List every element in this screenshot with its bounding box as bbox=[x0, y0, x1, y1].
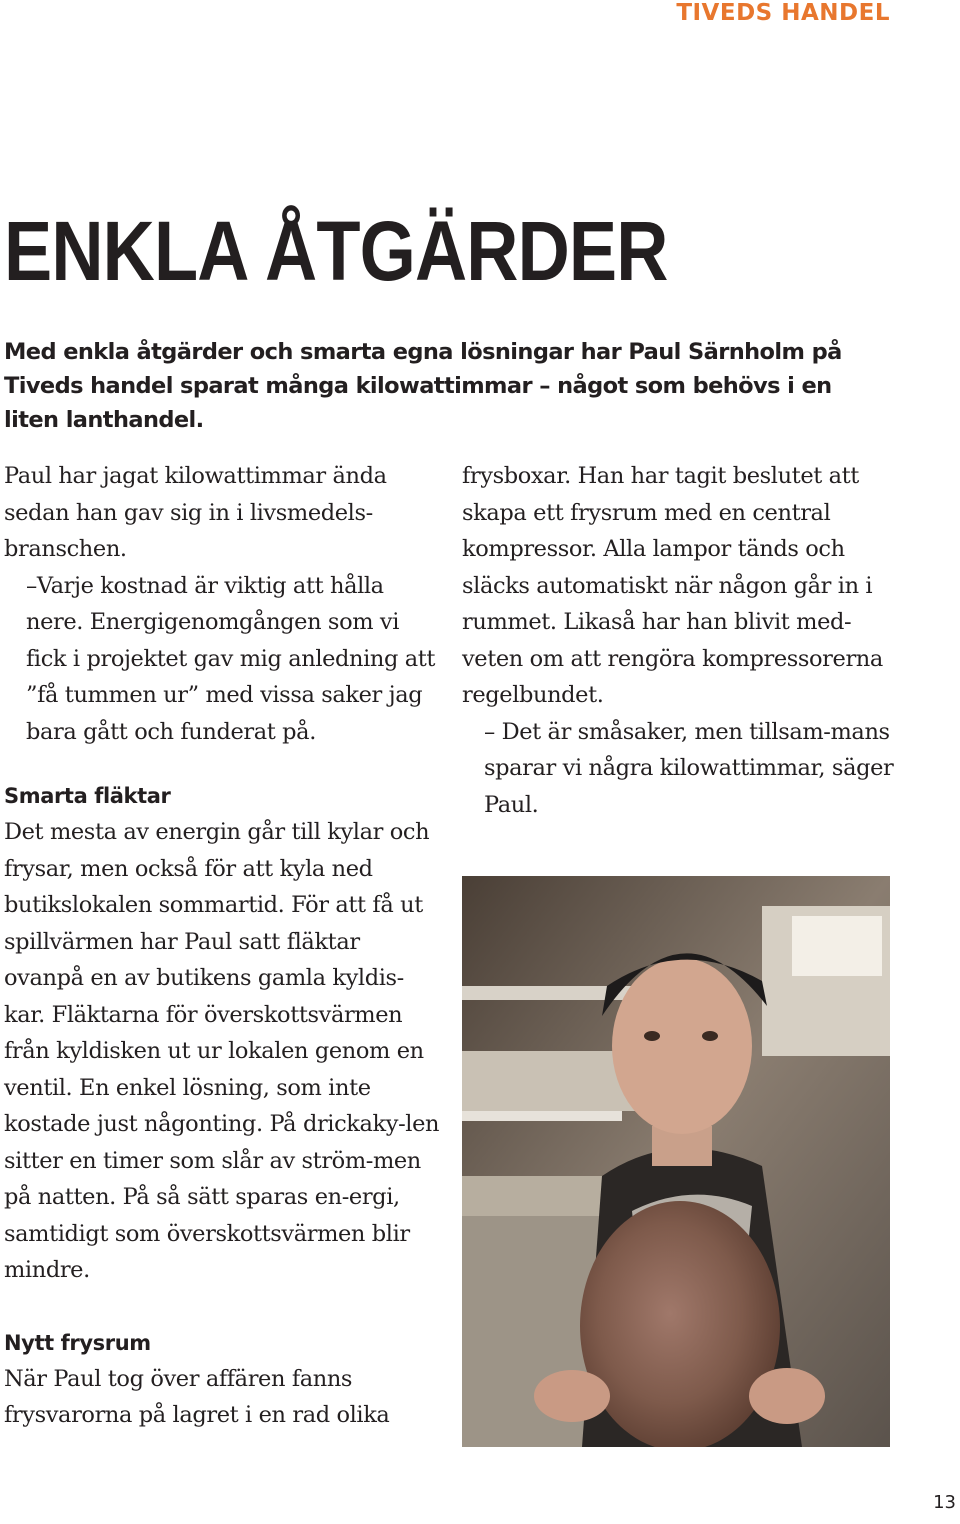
left-column bbox=[4, 458, 444, 1434]
right-paragraph-2: – Det är småsaker, men tillsam-mans sparar vi några kilowattimmar, säger Paul. bbox=[484, 718, 894, 818]
page-number: 13 bbox=[933, 1492, 956, 1513]
left-paragraph-3: Det mesta av energin går till kylar och frysar, men också för att kyla ned butikslokalen sommartid. För att få ut spillvärmen har Paul satt fläktar ovanpå en av butikens gamla kyldis-kar. Fläktarna för överskottsvärmen från kyldisken ut ur lokalen genom en ventil. En enkel lösning, som inte kostade just någonting. På drickaky-len sitter en timer som slår av ström-men på natten. På så sätt sparas en-ergi, samtidigt som överskottsvärmen blir mindre. bbox=[4, 819, 440, 1283]
subhead-smarta-flaktar: Smarta fläktar bbox=[4, 784, 171, 808]
right-column bbox=[462, 458, 902, 823]
left-paragraph-1: Paul har jagat kilowattimmar ända sedan han gav sig in i livsmedels-branschen. bbox=[4, 463, 387, 562]
hand-right bbox=[749, 1368, 825, 1424]
article-lead: Med enkla åtgärder och smarta egna lösningar har Paul Särnholm på Tiveds handel sparat många kilowattimmar – något som behövs i en liten lanthandel. bbox=[4, 339, 842, 433]
smoked-ham bbox=[580, 1201, 780, 1447]
article-title: ENKLA ÅTGÄRDER bbox=[4, 204, 668, 298]
subhead-nytt-frysrum: Nytt frysrum bbox=[4, 1330, 151, 1355]
left-paragraph-4: När Paul tog över affären fanns frysvarorna på lagret i en rad olika bbox=[4, 1365, 390, 1428]
right-paragraph-1: frysboxar. Han har tagit beslutet att skapa ett frysrum med en central kompressor. Alla lampor tänds och släcks automatiskt när någon går in i rummet. Likaså har han blivit med-veten om att rengöra kompressorerna regelbundet. bbox=[462, 463, 883, 708]
hand-left bbox=[534, 1370, 610, 1422]
running-head: TIVEDS HANDEL bbox=[676, 0, 890, 26]
left-paragraph-2: –Varje kostnad är viktig att hålla nere. Energigenomgången som vi fick i projektet gav mig anledning att ”få tummen ur” med vissa saker jag bara gått och funderat på. bbox=[26, 572, 436, 745]
article-photo bbox=[462, 876, 890, 1447]
